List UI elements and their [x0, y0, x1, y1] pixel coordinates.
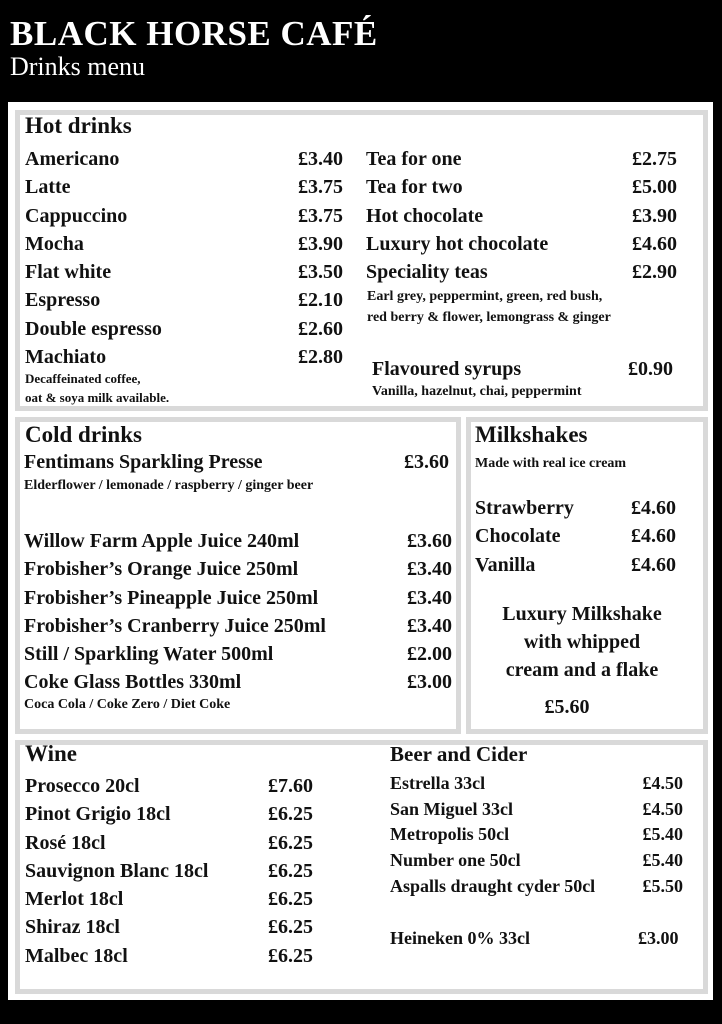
- item-name: Metropolis 50cl: [390, 824, 510, 845]
- item-price: £2.80: [298, 346, 343, 369]
- item-name: Cappuccino: [25, 204, 128, 227]
- item-price: £4.60: [631, 525, 676, 548]
- item-price: £3.90: [298, 232, 343, 255]
- item-price: £3.90: [632, 204, 677, 227]
- item-price: £6.25: [268, 831, 313, 854]
- item-name: Pinot Grigio 18cl: [25, 803, 171, 826]
- item-name: Malbec 18cl: [25, 944, 128, 967]
- item-name: Sauvignon Blanc 18cl: [25, 859, 209, 882]
- menu-item: [25, 829, 313, 857]
- item-price: £4.60: [631, 553, 676, 576]
- item-price: £0.90: [628, 358, 673, 380]
- menu-item: [25, 885, 313, 913]
- item-name: Flavoured syrups: [372, 358, 522, 380]
- item-name: Shiraz 18cl: [25, 916, 120, 939]
- menu-item: [390, 797, 683, 823]
- item-price: £6.25: [268, 916, 313, 939]
- menu-item: [25, 772, 313, 800]
- item-name: Strawberry: [475, 497, 574, 519]
- menu-item: [25, 145, 343, 173]
- item-name: Willow Farm Apple Juice 240ml: [24, 530, 300, 552]
- item-price: £3.75: [298, 204, 343, 227]
- menu-item: [24, 668, 452, 696]
- item-price: £5.50: [642, 875, 683, 896]
- menu-item: [25, 800, 313, 828]
- item-price: £4.50: [642, 798, 683, 819]
- item-name: Hot chocolate: [366, 204, 484, 227]
- note: Coca Cola / Coke Zero / Diet Coke: [24, 697, 231, 712]
- item-price: £3.75: [298, 176, 343, 199]
- item-price: £3.40: [407, 586, 452, 609]
- item-name: Fentimans Sparkling Presse: [24, 451, 263, 473]
- item-name: Mocha: [25, 232, 84, 255]
- note: Earl grey, peppermint, green, red bush,: [367, 289, 603, 304]
- menu-item: [390, 822, 683, 848]
- luxury-line: Luxury Milkshake: [502, 603, 662, 625]
- item-name: Americano: [25, 148, 120, 170]
- item-price: £7.60: [268, 775, 313, 797]
- note: Made with real ice cream: [475, 456, 627, 471]
- item-price: £6.25: [268, 859, 313, 882]
- note: Vanilla, hazelnut, chai, peppermint: [372, 384, 582, 399]
- luxury-line: cream and a flake: [505, 659, 659, 681]
- menu-item: [366, 145, 677, 173]
- wine-list: [25, 772, 313, 970]
- menu-subtitle: Drinks menu: [10, 52, 146, 81]
- menu-item: [25, 913, 313, 941]
- note: oat & soya milk available.: [25, 390, 170, 405]
- item-price: £2.00: [407, 643, 452, 666]
- item-price: £3.00: [638, 928, 679, 948]
- item-name: Latte: [25, 176, 71, 199]
- item-price: £3.50: [298, 261, 343, 284]
- item-name: Frobisher’s Pineapple Juice 250ml: [24, 586, 319, 609]
- beer-list: [390, 771, 683, 899]
- menu-item: [24, 527, 452, 555]
- item-price: £2.10: [298, 289, 343, 312]
- menu-item: [390, 874, 683, 900]
- note: red berry & flower, lemongrass & ginger: [367, 310, 611, 325]
- menu-item: [390, 771, 683, 797]
- item-name: Rosé 18cl: [25, 831, 106, 854]
- section-title: Cold drinks: [25, 422, 142, 447]
- menu-item: [475, 522, 676, 550]
- menu-item: [25, 202, 343, 230]
- item-price: £2.60: [298, 317, 343, 340]
- milkshakes-list: [475, 494, 676, 579]
- item-name: Still / Sparkling Water 500ml: [24, 643, 274, 666]
- note: Decaffeinated coffee,: [25, 371, 141, 386]
- item-name: Luxury hot chocolate: [366, 232, 549, 255]
- menu-item: [366, 230, 677, 258]
- menu-item: [366, 173, 677, 201]
- item-price: £5.40: [642, 850, 683, 871]
- section-title: Beer and Cider: [390, 742, 528, 766]
- hot-drinks-right-list: [366, 145, 677, 286]
- menu-item: [390, 848, 683, 874]
- menu-item: [25, 343, 343, 371]
- cafe-title: BLACK HORSE CAFÉ: [10, 14, 378, 53]
- item-name: Speciality teas: [366, 261, 488, 284]
- section-title: Hot drinks: [25, 113, 132, 138]
- item-price: £6.25: [268, 944, 313, 967]
- item-name: Merlot 18cl: [25, 888, 124, 911]
- item-name: Double espresso: [25, 317, 162, 340]
- item-price: £3.60: [404, 451, 449, 473]
- section-title: Milkshakes: [475, 422, 588, 447]
- item-price: £3.00: [407, 671, 452, 694]
- item-price: £4.60: [631, 497, 676, 519]
- menu-item: [25, 258, 343, 286]
- luxury-line: with whipped: [523, 631, 641, 653]
- item-name: Estrella 33cl: [390, 773, 486, 793]
- item-name: Frobisher’s Orange Juice 250ml: [24, 558, 299, 581]
- menu-item: [25, 286, 343, 314]
- item-price: £6.25: [268, 888, 313, 911]
- item-price: £6.25: [268, 803, 313, 826]
- item-name: Coke Glass Bottles 330ml: [24, 671, 242, 694]
- item-name: Number one 50cl: [390, 850, 521, 871]
- item-price: £3.40: [298, 148, 343, 170]
- item-name: Frobisher’s Cranberry Juice 250ml: [24, 614, 326, 637]
- item-price: £3.40: [407, 614, 452, 637]
- item-price: £2.75: [632, 148, 677, 170]
- item-price: £4.50: [642, 773, 683, 793]
- item-name: Heineken 0% 33cl: [390, 928, 530, 948]
- item-name: Machiato: [25, 346, 107, 369]
- hot-drinks-left-list: [25, 145, 343, 371]
- menu-item: [24, 640, 452, 668]
- menu-item: [25, 942, 313, 970]
- menu-item: [24, 555, 452, 583]
- luxury-price: £5.60: [544, 696, 590, 718]
- item-name: Espresso: [25, 289, 101, 312]
- item-name: San Miguel 33cl: [390, 798, 514, 819]
- menu-item: [475, 551, 676, 579]
- menu-item: [25, 230, 343, 258]
- item-name: Vanilla: [475, 553, 536, 576]
- note: Elderflower / lemonade / raspberry / ginger beer: [24, 478, 314, 493]
- item-name: Tea for one: [366, 148, 462, 170]
- menu-item: [475, 494, 676, 522]
- item-name: Tea for two: [366, 176, 463, 199]
- item-price: £3.40: [407, 558, 452, 581]
- menu-item: [24, 612, 452, 640]
- menu-item: [366, 202, 677, 230]
- item-name: Flat white: [25, 261, 112, 284]
- menu-item: [24, 584, 452, 612]
- item-price: £5.40: [642, 824, 683, 845]
- item-name: Chocolate: [475, 525, 561, 548]
- menu-item: [366, 258, 677, 286]
- item-price: £4.60: [632, 232, 677, 255]
- menu-item: [25, 315, 343, 343]
- item-price: £3.60: [407, 530, 452, 552]
- item-price: £2.90: [632, 261, 677, 284]
- cold-drinks-list: [24, 527, 452, 697]
- item-price: £5.00: [632, 176, 677, 199]
- item-name: Aspalls draught cyder 50cl: [390, 875, 596, 896]
- section-title: Wine: [25, 741, 77, 766]
- menu-item: [25, 857, 313, 885]
- item-name: Prosecco 20cl: [25, 775, 140, 797]
- menu-item: [25, 173, 343, 201]
